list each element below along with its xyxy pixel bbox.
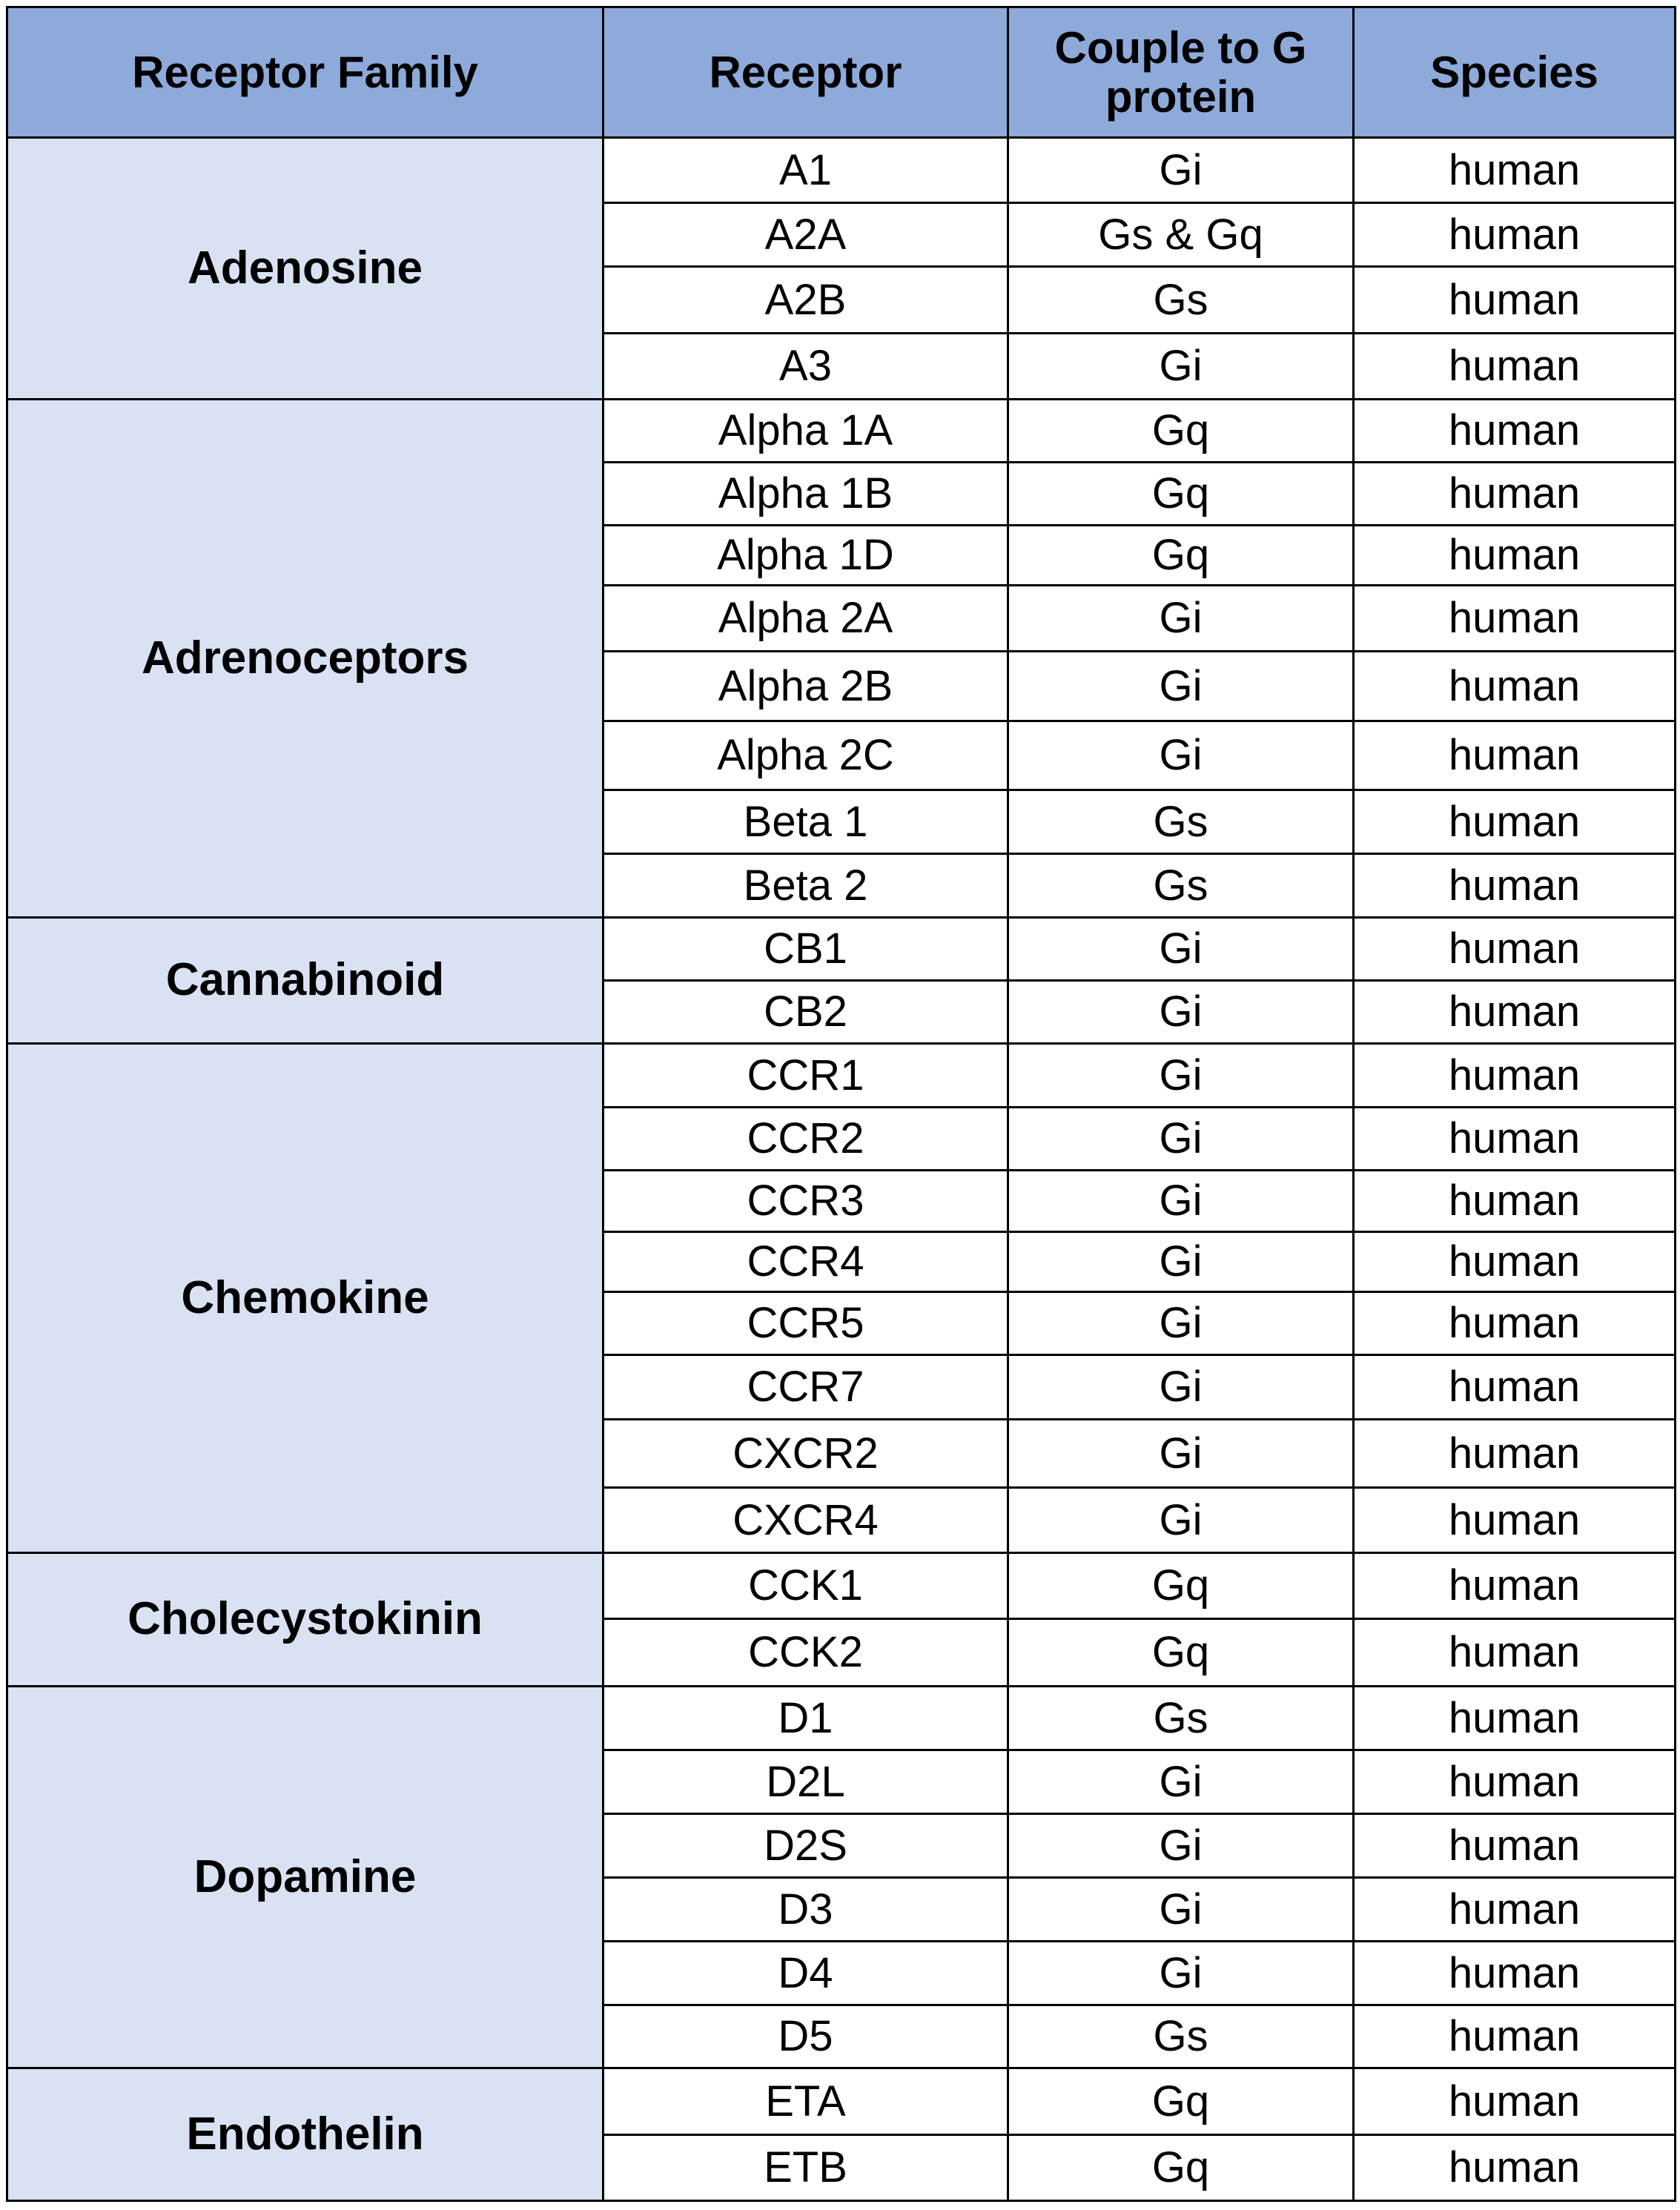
coupling-cell: Gq (1008, 526, 1354, 586)
species-cell: human (1354, 1488, 1676, 1553)
coupling-cell: Gq (1008, 2068, 1354, 2135)
species-cell: human (1354, 463, 1676, 526)
coupling-cell: Gi (1008, 1108, 1354, 1171)
coupling-cell: Gi (1008, 1488, 1354, 1553)
table-row (7, 1044, 1676, 1108)
receptor-cell: CCR3 (603, 1171, 1008, 1232)
coupling-cell: Gq (1008, 463, 1354, 526)
receptor-cell: ETA (603, 2068, 1008, 2135)
receptor-cell: Beta 1 (603, 790, 1008, 854)
receptor-family-cell: Cannabinoid (7, 918, 603, 1044)
receptor-cell: D3 (603, 1878, 1008, 1942)
coupling-cell: Gi (1008, 652, 1354, 721)
coupling-cell: Gi (1008, 1355, 1354, 1420)
species-cell: human (1354, 1420, 1676, 1488)
receptor-cell: Alpha 1B (603, 463, 1008, 526)
coupling-cell: Gq (1008, 2135, 1354, 2201)
header-row (7, 7, 1676, 138)
receptor-cell: Alpha 1D (603, 526, 1008, 586)
coupling-cell: Gi (1008, 334, 1354, 400)
receptor-family-cell: Dopamine (7, 1687, 603, 2068)
receptor-cell: CCK1 (603, 1553, 1008, 1619)
header-receptor: Receptor (603, 7, 1008, 138)
species-cell: human (1354, 1687, 1676, 1750)
receptor-cell: D5 (603, 2005, 1008, 2068)
header-receptor-family: Receptor Family (7, 7, 603, 138)
receptor-cell: D1 (603, 1687, 1008, 1750)
species-cell: human (1354, 790, 1676, 854)
coupling-cell: Gi (1008, 1942, 1354, 2005)
receptor-cell: A2A (603, 203, 1008, 267)
species-cell: human (1354, 1171, 1676, 1232)
species-cell: human (1354, 586, 1676, 652)
species-cell: human (1354, 400, 1676, 463)
species-cell: human (1354, 1108, 1676, 1171)
species-cell: human (1354, 1232, 1676, 1292)
species-cell: human (1354, 526, 1676, 586)
receptor-cell: D2L (603, 1750, 1008, 1814)
receptor-cell: D4 (603, 1942, 1008, 2005)
receptor-cell: CB2 (603, 981, 1008, 1044)
receptor-cell: A2B (603, 267, 1008, 334)
coupling-cell: Gi (1008, 1750, 1354, 1814)
coupling-cell: Gi (1008, 586, 1354, 652)
receptor-cell: Alpha 2A (603, 586, 1008, 652)
table-row (7, 1687, 1676, 1750)
species-cell: human (1354, 918, 1676, 981)
coupling-cell: Gi (1008, 138, 1354, 203)
receptor-cell: CCR2 (603, 1108, 1008, 1171)
coupling-cell: Gs (1008, 2005, 1354, 2068)
species-cell: human (1354, 1878, 1676, 1942)
species-cell: human (1354, 1750, 1676, 1814)
coupling-cell: Gi (1008, 981, 1354, 1044)
species-cell: human (1354, 981, 1676, 1044)
receptor-cell: CCR4 (603, 1232, 1008, 1292)
species-cell: human (1354, 1553, 1676, 1619)
species-cell: human (1354, 334, 1676, 400)
species-cell: human (1354, 1942, 1676, 2005)
species-cell: human (1354, 203, 1676, 267)
coupling-cell: Gs (1008, 1687, 1354, 1750)
receptor-cell: CXCR2 (603, 1420, 1008, 1488)
table-row (7, 1553, 1676, 1619)
coupling-cell: Gs & Gq (1008, 203, 1354, 267)
species-cell: human (1354, 854, 1676, 918)
table-row (7, 400, 1676, 463)
species-cell: human (1354, 652, 1676, 721)
receptor-table-container (6, 6, 1674, 2202)
receptor-family-cell: Chemokine (7, 1044, 603, 1553)
species-cell: human (1354, 2135, 1676, 2201)
coupling-cell: Gi (1008, 1292, 1354, 1355)
species-cell: human (1354, 267, 1676, 334)
species-cell: human (1354, 721, 1676, 790)
species-cell: human (1354, 2005, 1676, 2068)
coupling-cell: Gi (1008, 1420, 1354, 1488)
receptor-cell: CXCR4 (603, 1488, 1008, 1553)
species-cell: human (1354, 1044, 1676, 1108)
receptor-cell: Alpha 2B (603, 652, 1008, 721)
coupling-cell: Gq (1008, 400, 1354, 463)
receptor-table (6, 6, 1676, 2202)
coupling-cell: Gs (1008, 854, 1354, 918)
table-row (7, 2068, 1676, 2135)
species-cell: human (1354, 138, 1676, 203)
coupling-cell: Gs (1008, 790, 1354, 854)
receptor-family-cell: Endothelin (7, 2068, 603, 2201)
receptor-cell: CCR1 (603, 1044, 1008, 1108)
table-row (7, 918, 1676, 981)
coupling-cell: Gs (1008, 267, 1354, 334)
receptor-cell: A3 (603, 334, 1008, 400)
table-body (7, 138, 1676, 2201)
coupling-cell: Gi (1008, 918, 1354, 981)
receptor-cell: CB1 (603, 918, 1008, 981)
receptor-family-cell: Cholecystokinin (7, 1553, 603, 1687)
table-header (7, 7, 1676, 138)
coupling-cell: Gi (1008, 1232, 1354, 1292)
coupling-cell: Gi (1008, 1044, 1354, 1108)
header-species: Species (1354, 7, 1676, 138)
species-cell: human (1354, 1814, 1676, 1878)
coupling-cell: Gi (1008, 1814, 1354, 1878)
receptor-family-cell: Adenosine (7, 138, 603, 400)
receptor-cell: CCK2 (603, 1619, 1008, 1687)
receptor-cell: A1 (603, 138, 1008, 203)
receptor-family-cell: Adrenoceptors (7, 400, 603, 918)
receptor-cell: Beta 2 (603, 854, 1008, 918)
coupling-cell: Gi (1008, 721, 1354, 790)
species-cell: human (1354, 1292, 1676, 1355)
coupling-cell: Gq (1008, 1553, 1354, 1619)
coupling-cell: Gq (1008, 1619, 1354, 1687)
receptor-cell: CCR7 (603, 1355, 1008, 1420)
coupling-cell: Gi (1008, 1878, 1354, 1942)
coupling-cell: Gi (1008, 1171, 1354, 1232)
receptor-cell: ETB (603, 2135, 1008, 2201)
receptor-cell: CCR5 (603, 1292, 1008, 1355)
receptor-cell: Alpha 2C (603, 721, 1008, 790)
receptor-cell: D2S (603, 1814, 1008, 1878)
table-row (7, 138, 1676, 203)
species-cell: human (1354, 1355, 1676, 1420)
header-coupling: Couple to G protein (1008, 7, 1354, 138)
species-cell: human (1354, 1619, 1676, 1687)
receptor-cell: Alpha 1A (603, 400, 1008, 463)
species-cell: human (1354, 2068, 1676, 2135)
